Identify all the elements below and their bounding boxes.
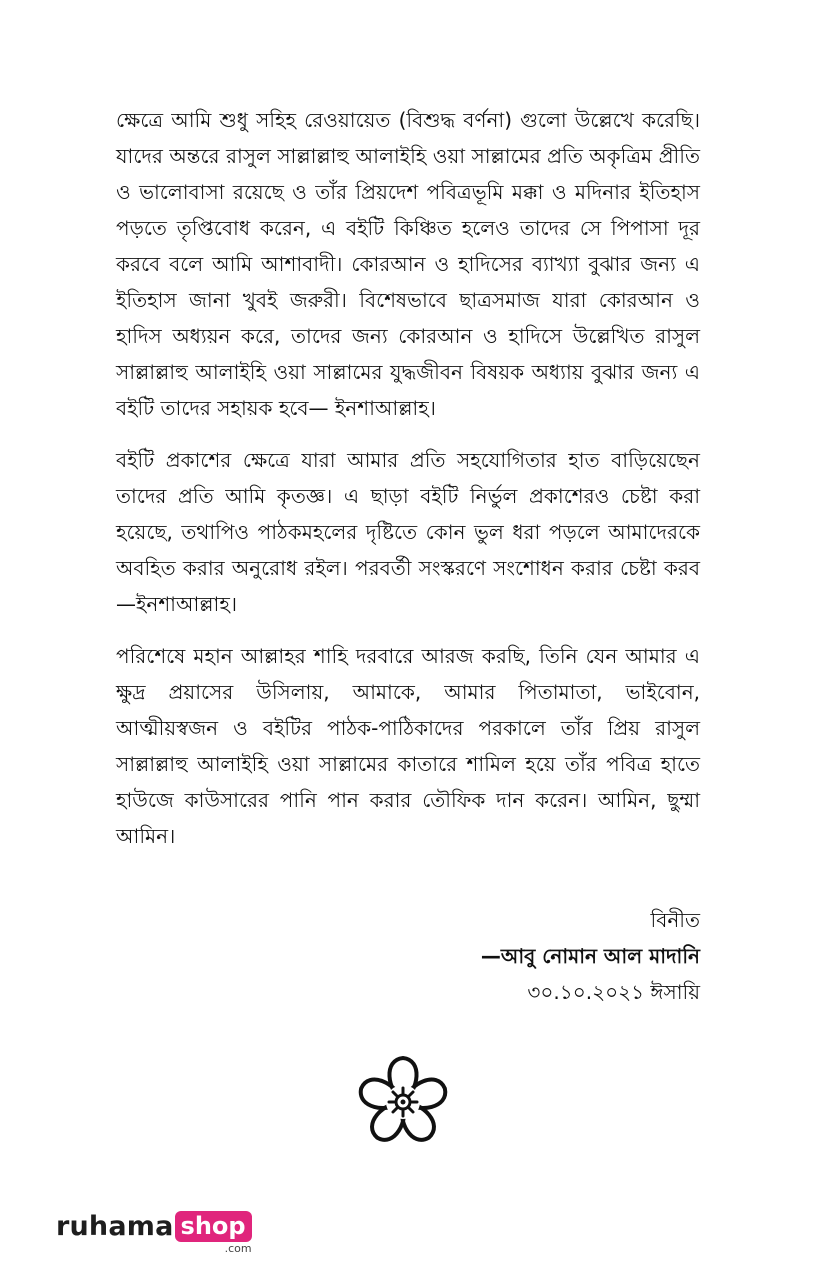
paragraph-source-note: ক্ষেত্রে আমি শুধু সহিহ রেওয়ায়েত (বিশুদ্ধ বর্ণনা) গুলো উল্লেখে করেছি। যাদের অন্তরে রাসুল সাল্লাল্লাহু আলাইহি ওয়া সাল্লামের প্রতি অকৃত্রিম প্রীতি ও ভালোবাসা রয়েছে ও তাঁর প্রিয়দেশ পবিত্রভূমি মক্কা ও মদিনার ইতিহাস পড়তে তৃপ্তিবোধ করেন, এ বইটি কিঞ্চিত হলেও তাদের সে পিপাসা দূর করবে বলে আমি আশাবাদী। কোরআন ও হাদিসের ব্যাখ্যা বুঝার জন্য এ ইতিহাস জানা খুবই জরুরী। বিশেষভাবে ছাত্রসমাজ যারা কোরআন ও হাদিস অধ্যয়ন করে, তাদের জন্য কোরআন ও হাদিসে উল্লেখিত রাসুল সাল্লাল্লাহু আলাইহি ওয়া সাল্লামের যুদ্ধজীবন বিষয়ক অধ্যায় বুঝার জন্য এ বইটি তাদের সহায়ক হবে— ইনশাআল্লাহ। xyxy=(116,108,700,420)
brand-domain: .com xyxy=(224,1242,252,1255)
signature-block xyxy=(481,902,700,1010)
brand-shop-badge xyxy=(175,1211,252,1255)
page-body xyxy=(116,102,700,854)
brand-name: ruhama xyxy=(56,1211,174,1242)
paragraph-acknowledgement: বইটি প্রকাশের ক্ষেত্রে যারা আমার প্রতি সহযোগিতার হাত বাড়িয়েছেন তাদের প্রতি আমি কৃতজ্ঞ। এ ছাড়া বইটি নির্ভুল প্রকাশেরও চেষ্টা করা হয়েছে, তথাপিও পাঠকমহলের দৃষ্টিতে কোন ভুল ধরা পড়লে আমাদেরকে অবহিত করার অনুরোধ রইল। পরবর্তী সংস্করণে সংশোধন করার চেষ্টা করব—ইনশাআল্লাহ। xyxy=(116,448,700,616)
signature-closing: বিনীত xyxy=(650,908,700,932)
signature-author: —আবু নোমান আল মাদানি xyxy=(480,944,700,968)
flower-ornament-icon xyxy=(351,1050,455,1154)
brand-logo xyxy=(56,1211,252,1255)
paragraph-closing-prayer: পরিশেষে মহান আল্লাহর শাহি দরবারে আরজ করছি, তিনি যেন আমার এ ক্ষুদ্র প্রয়াসের উসিলায়, আমাকে, আমার পিতামাতা, ভাইবোন, আত্মীয়স্বজন ও বইটির পাঠক-পাঠিকাদের পরকালে তাঁর প্রিয় রাসুল সাল্লাল্লাহু আলাইহি ওয়া সাল্লামের কাতারে শামিল হয়ে তাঁর পবিত্র হাতে হাউজে কাউসারের পানি পান করার তৌফিক দান করেন। আমিন, ছুম্মা আমিন। xyxy=(116,644,700,848)
signature-date: ৩০.১০.২০২১ ঈসায়ি xyxy=(527,980,700,1004)
brand-highlight: shop xyxy=(175,1211,252,1242)
